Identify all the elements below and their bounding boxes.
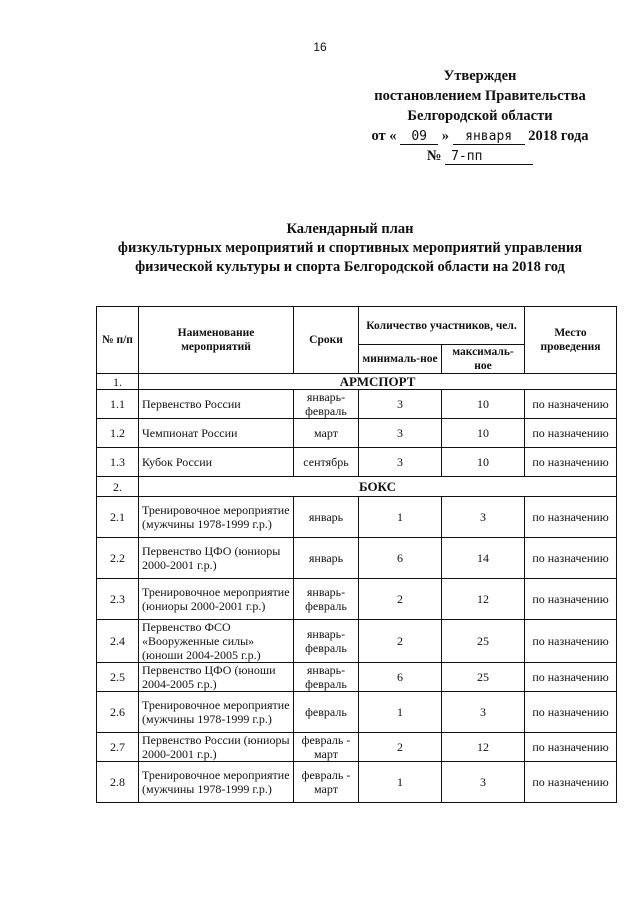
row-min: 6	[359, 663, 442, 692]
row-name: Первенство России	[139, 390, 294, 419]
table-row	[97, 538, 617, 579]
header-place: Место проведения	[525, 307, 617, 374]
row-max: 3	[442, 692, 525, 733]
row-min: 2	[359, 733, 442, 762]
row-name: Тренировочное мероприятие (юниоры 2000-2001 г.р.)	[139, 579, 294, 620]
section-title: БОКС	[139, 477, 617, 497]
row-max: 10	[442, 419, 525, 448]
row-num: 2.4	[97, 620, 139, 663]
title-line-1: Календарный план	[286, 221, 414, 237]
row-dates: январь	[294, 538, 359, 579]
row-max: 25	[442, 620, 525, 663]
row-min: 1	[359, 762, 442, 803]
page-number: 16	[313, 40, 327, 54]
row-place: по назначению	[525, 692, 617, 733]
row-name: Кубок России	[139, 448, 294, 477]
row-place: по назначению	[525, 448, 617, 477]
table-row	[97, 620, 617, 663]
row-place: по назначению	[525, 733, 617, 762]
row-name: Первенство ФСО «Вооруженные силы» (юноши 2004-2005 г.р.)	[139, 620, 294, 663]
row-dates: январь-февраль	[294, 620, 359, 663]
document-title	[90, 220, 610, 277]
row-dates: февраль - март	[294, 762, 359, 803]
row-place: по назначению	[525, 579, 617, 620]
document-number: 7-пп	[445, 149, 533, 165]
row-dates: февраль	[294, 692, 359, 733]
row-dates: февраль - март	[294, 733, 359, 762]
table-row	[97, 390, 617, 419]
row-num: 1.2	[97, 419, 139, 448]
row-name: Первенство России (юниоры 2000-2001 г.р.)	[139, 733, 294, 762]
row-min: 3	[359, 390, 442, 419]
row-dates: январь-февраль	[294, 579, 359, 620]
date-month: января	[453, 129, 525, 145]
row-min: 1	[359, 692, 442, 733]
row-name: Чемпионат России	[139, 419, 294, 448]
row-num: 2.1	[97, 497, 139, 538]
date-day: 09	[400, 129, 438, 145]
row-dates: январь-февраль	[294, 390, 359, 419]
row-num: 2.8	[97, 762, 139, 803]
table-row	[97, 448, 617, 477]
title-line-2: физкультурных мероприятий и спортивных мероприятий управления	[117, 240, 583, 256]
table-row	[97, 692, 617, 733]
section-row	[97, 374, 617, 390]
row-max: 12	[442, 579, 525, 620]
approval-line-1: Утвержден	[443, 68, 517, 84]
header-dates: Сроки	[294, 307, 359, 374]
row-num: 1.3	[97, 448, 139, 477]
header-num: № п/п	[97, 307, 139, 374]
table-row	[97, 733, 617, 762]
approval-number-line	[360, 146, 600, 166]
row-max: 3	[442, 762, 525, 803]
row-dates: март	[294, 419, 359, 448]
approval-line-2: постановлением Правительства	[374, 88, 586, 104]
row-num: 1.1	[97, 390, 139, 419]
header-participants: Количество участников, чел.	[359, 307, 525, 345]
row-name: Тренировочное мероприятие (мужчины 1978-1999 г.р.)	[139, 692, 294, 733]
row-name: Первенство ЦФО (юниоры 2000-2001 г.р.)	[139, 538, 294, 579]
row-min: 3	[359, 419, 442, 448]
row-min: 1	[359, 497, 442, 538]
row-place: по назначению	[525, 538, 617, 579]
date-quote: »	[441, 128, 450, 144]
row-max: 10	[442, 448, 525, 477]
row-name: Первенство ЦФО (юноши 2004-2005 г.р.)	[139, 663, 294, 692]
row-max: 25	[442, 663, 525, 692]
row-place: по назначению	[525, 620, 617, 663]
section-num: 2.	[97, 477, 139, 497]
row-min: 2	[359, 620, 442, 663]
row-name: Тренировочное мероприятие (мужчины 1978-1999 г.р.)	[139, 762, 294, 803]
row-num: 2.5	[97, 663, 139, 692]
table-row	[97, 497, 617, 538]
title-line-3: физической культуры и спорта Белгородской области на 2018 год	[135, 259, 565, 275]
row-max: 14	[442, 538, 525, 579]
date-year: 2018 года	[528, 128, 589, 144]
row-place: по назначению	[525, 663, 617, 692]
row-num: 2.6	[97, 692, 139, 733]
row-max: 3	[442, 497, 525, 538]
row-place: по назначению	[525, 390, 617, 419]
row-min: 3	[359, 448, 442, 477]
row-place: по назначению	[525, 497, 617, 538]
row-min: 2	[359, 579, 442, 620]
table-row	[97, 663, 617, 692]
table-row	[97, 762, 617, 803]
section-row	[97, 477, 617, 497]
row-num: 2.7	[97, 733, 139, 762]
number-prefix: №	[426, 148, 442, 164]
table-row	[97, 419, 617, 448]
row-name: Тренировочное мероприятие (мужчины 1978-1999 г.р.)	[139, 497, 294, 538]
header-min: минималь-ное	[359, 345, 442, 374]
row-dates: январь	[294, 497, 359, 538]
row-num: 2.2	[97, 538, 139, 579]
row-num: 2.3	[97, 579, 139, 620]
row-dates: сентябрь	[294, 448, 359, 477]
events-table	[96, 306, 617, 803]
header-name: Наименование мероприятий	[139, 307, 294, 374]
approval-date-line	[360, 126, 600, 146]
row-dates: январь-февраль	[294, 663, 359, 692]
approval-line-3: Белгородской области	[407, 108, 553, 124]
row-max: 10	[442, 390, 525, 419]
row-place: по назначению	[525, 762, 617, 803]
row-min: 6	[359, 538, 442, 579]
section-title: АРМСПОРТ	[139, 374, 617, 390]
row-place: по назначению	[525, 419, 617, 448]
date-prefix: от «	[371, 128, 397, 144]
approval-block	[360, 66, 600, 166]
header-max: максималь-ное	[442, 345, 525, 374]
table-row	[97, 579, 617, 620]
row-max: 12	[442, 733, 525, 762]
section-num: 1.	[97, 374, 139, 390]
